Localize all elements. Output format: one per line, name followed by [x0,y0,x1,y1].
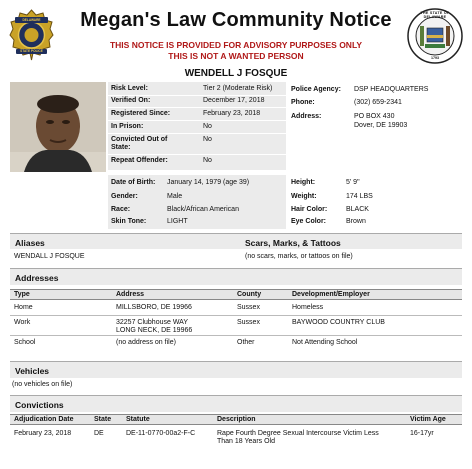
physical-value: BLACK [346,206,369,213]
police-address-label: Address: [291,113,322,120]
scars-empty-text: (no scars, marks, or tattoos on file) [245,253,353,260]
address-county: Other [237,339,255,346]
seal-text: THE STATE OF DELAWARE [420,11,450,19]
registration-label: Verified On: [111,97,151,104]
addr-col-employer: Development/Employer [292,291,370,298]
police-phone-label: Phone: [291,99,315,106]
registration-value: No [203,136,212,143]
addr-col-county: County [237,291,262,298]
seal-year: 1793 [431,56,439,60]
address-row-divider [10,335,462,336]
aliases-bar-bg [10,233,462,249]
conviction-state: DE [94,430,104,437]
conv-col-description: Description [217,416,256,423]
address-line: MILLSBORO, DE 19966 [116,304,192,311]
page-title: Megan's Law Community Notice [80,9,392,31]
addr-col-type: Type [14,291,30,298]
address-county: Sussex [237,319,260,326]
offender-photo [10,82,106,172]
conviction-statute: DE-11-0770-00a2-F-C [126,430,196,437]
physical-label: Hair Color: [291,206,328,213]
conviction-victim-age: 16-17yr [410,430,434,437]
convictions-heading: Convictions [15,400,64,410]
offender-name: WENDELL J FOSQUE [184,68,288,79]
physical-label: Weight: [291,193,317,200]
conviction-description: Rape Fourth Degree Sexual Intercourse Victim Less [217,430,379,437]
physical-value: Black/African American [167,206,239,213]
physical-label: Skin Tone: [111,218,147,225]
registration-divider [108,133,286,134]
physical-value: Male [167,193,183,200]
police-phone-value: (302) 659-2341 [354,99,402,106]
addr-col-address: Address [116,291,145,298]
address-type: Home [14,304,33,311]
address-line: (no address on file) [116,339,176,346]
physical-value: 174 LBS [346,193,373,200]
physical-label: Race: [111,206,131,213]
vehicles-heading: Vehicles [15,366,50,376]
registration-value: December 17, 2018 [203,97,265,104]
registration-value: No [203,123,212,130]
police-agency-value: DSP HEADQUARTERS [354,86,429,93]
registration-value: No [203,157,212,164]
registration-divider [108,120,286,121]
convictions-table-header [10,414,462,425]
physical-label: Eye Color: [291,218,327,225]
registration-label: Registered Since: [111,110,171,117]
address-row-divider [10,315,462,316]
registration-divider [108,95,286,96]
conv-col-state: State [94,416,112,423]
physical-value: 5' 9" [346,179,360,186]
registration-label: Repeat Offender: [111,157,168,164]
physical-value: Brown [346,218,366,225]
police-address-line1: PO BOX 430 [354,113,395,120]
convictions-bar [10,395,462,412]
address-employer: Homeless [292,304,324,311]
conv-col-statute: Statute [126,416,150,423]
conviction-date: February 23, 2018 [14,430,72,437]
physical-value: LIGHT [167,218,188,225]
advisory-line-1: THIS NOTICE IS PROVIDED FOR ADVISORY PURPOSES ONLY [109,40,363,50]
address-type: Work [14,319,31,326]
registration-label: In Prison: [111,123,144,130]
addresses-heading: Addresses [15,273,59,283]
police-address-line2: Dover, DE 19903 [354,122,408,129]
conv-col-victim-age: Victim Age [410,416,446,423]
address-line-2: LONG NECK, DE 19966 [116,327,193,334]
registration-label: Risk Level: [111,85,148,92]
police-agency-label: Police Agency: [291,86,341,93]
advisory-line-2: THIS IS NOT A WANTED PERSON [168,51,304,61]
registration-divider [108,154,286,155]
conv-col-date: Adjudication Date [14,416,74,423]
address-employer: BAYWOOD COUNTRY CLUB [292,319,385,326]
aliases-heading: Aliases [15,238,45,248]
conviction-description-2: Than 18 Years Old [217,438,275,445]
address-employer: Not Attending School [292,339,358,346]
address-type: School [14,339,36,346]
physical-label: Date of Birth: [111,179,156,186]
badge-text-top: DELAWARE [22,18,41,22]
addresses-table-header [10,289,462,300]
registration-label: Convicted Out of State: [111,136,168,151]
addresses-bar [10,268,462,285]
badge-text-bottom: STATE POLICE [20,49,43,53]
registration-value: February 23, 2018 [203,110,261,117]
alias-item: WENDALL J FOSQUE [14,253,85,260]
physical-value: January 14, 1979 (age 39) [167,179,250,186]
vehicles-empty-text: (no vehicles on file) [12,381,73,388]
physical-label: Height: [291,179,316,186]
address-county: Sussex [237,304,260,311]
physical-label: Gender: [111,193,138,200]
address-line: 32257 Clubhouse WAY [116,319,188,326]
scars-heading: Scars, Marks, & Tattoos [245,238,341,248]
vehicles-bar [10,361,462,378]
registration-value: Tier 2 (Moderate Risk) [203,85,273,92]
registration-divider [108,107,286,108]
